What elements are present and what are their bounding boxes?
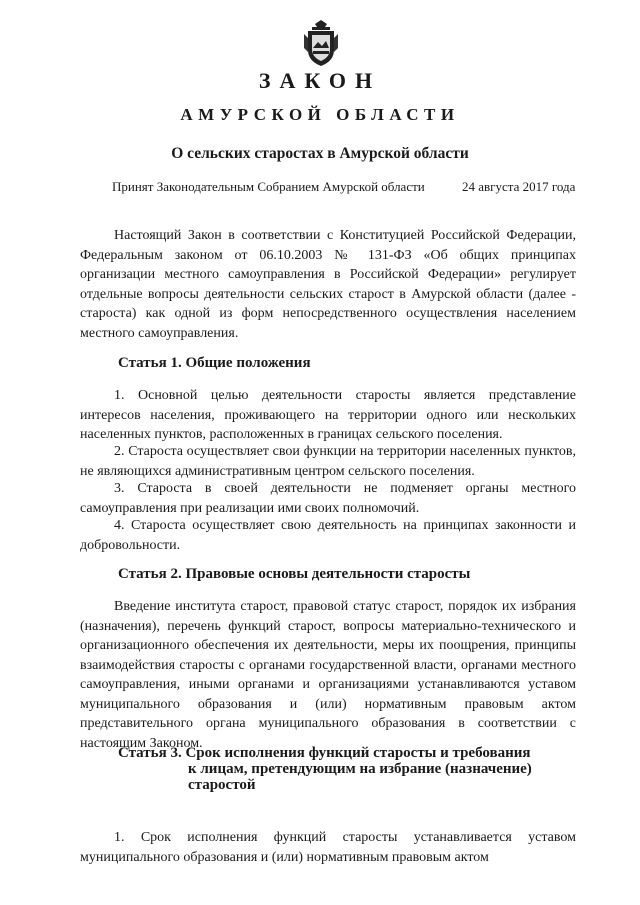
article-1-item-3: 3. Староста в своей деятельности не подменяет органы местного самоуправления при реализации ими своих полномочий. bbox=[80, 481, 576, 516]
article-1-item-4: 4. Староста осуществляет свою деятельность на принципах законности и добровольности. bbox=[80, 518, 576, 553]
preamble: Настоящий Закон в соответствии с Конституцией Российской Федерации, Федеральным законом от 06.10.2003 № 131-ФЗ «Об общих принципах организации местного самоуправления в Российской Федерации» регулирует отдельные вопросы деятельности сельских старост в Амурской области (далее - староста) как одной из форм непосредственного осуществления населением местного самоуправления. bbox=[80, 228, 576, 341]
adopted-date: 24 августа 2017 года bbox=[462, 179, 576, 194]
law-title: ЗАКОН bbox=[258, 68, 382, 93]
adopted-by: Принят Законодательным Собранием Амурской области bbox=[112, 179, 425, 194]
article-2-title: Статья 2. Правовые основы деятельности старосты bbox=[118, 566, 471, 582]
article-2-text: Введение института старост, правовой статус старост, порядок их избрания (назначения), перечень функций старост, вопросы материально-технического и организационного обеспечения их деятельности, меры их поощрения, принципы взаимодействия старосты с органами государственной власти, органами местного самоуправления, иными органами и организациями устанавливаются уставом муниципального образования и (или) нормативным правовым актом представительного органа муниципального образования в соответствии с настоящим Законом. bbox=[80, 599, 576, 751]
law-subject: О сельских старостах в Амурской области bbox=[171, 145, 469, 162]
article-1-item-1: 1. Основной целью деятельности старосты является представление интересов населения, проживающего на территории одного или нескольких населенных пунктов, расположенных в границах сельского поселения. bbox=[80, 388, 576, 442]
article-1-item-2: 2. Староста осуществляет свои функции на территории населенных пунктов, не являющихся административным центром сельского поселения. bbox=[80, 444, 576, 479]
article-3-title: Статья 3. Срок исполнения функций старосты и требования к лицам, претендующим на избрание (назначение) старостой bbox=[118, 745, 532, 793]
region-title: АМУРСКОЙ ОБЛАСТИ bbox=[180, 105, 460, 124]
article-3-item-1: 1. Срок исполнения функций старосты устанавливается уставом муниципального образования и (или) нормативным правовым актом bbox=[80, 830, 576, 865]
coat-of-arms-icon bbox=[300, 18, 342, 68]
article-1-title: Статья 1. Общие положения bbox=[118, 355, 311, 371]
